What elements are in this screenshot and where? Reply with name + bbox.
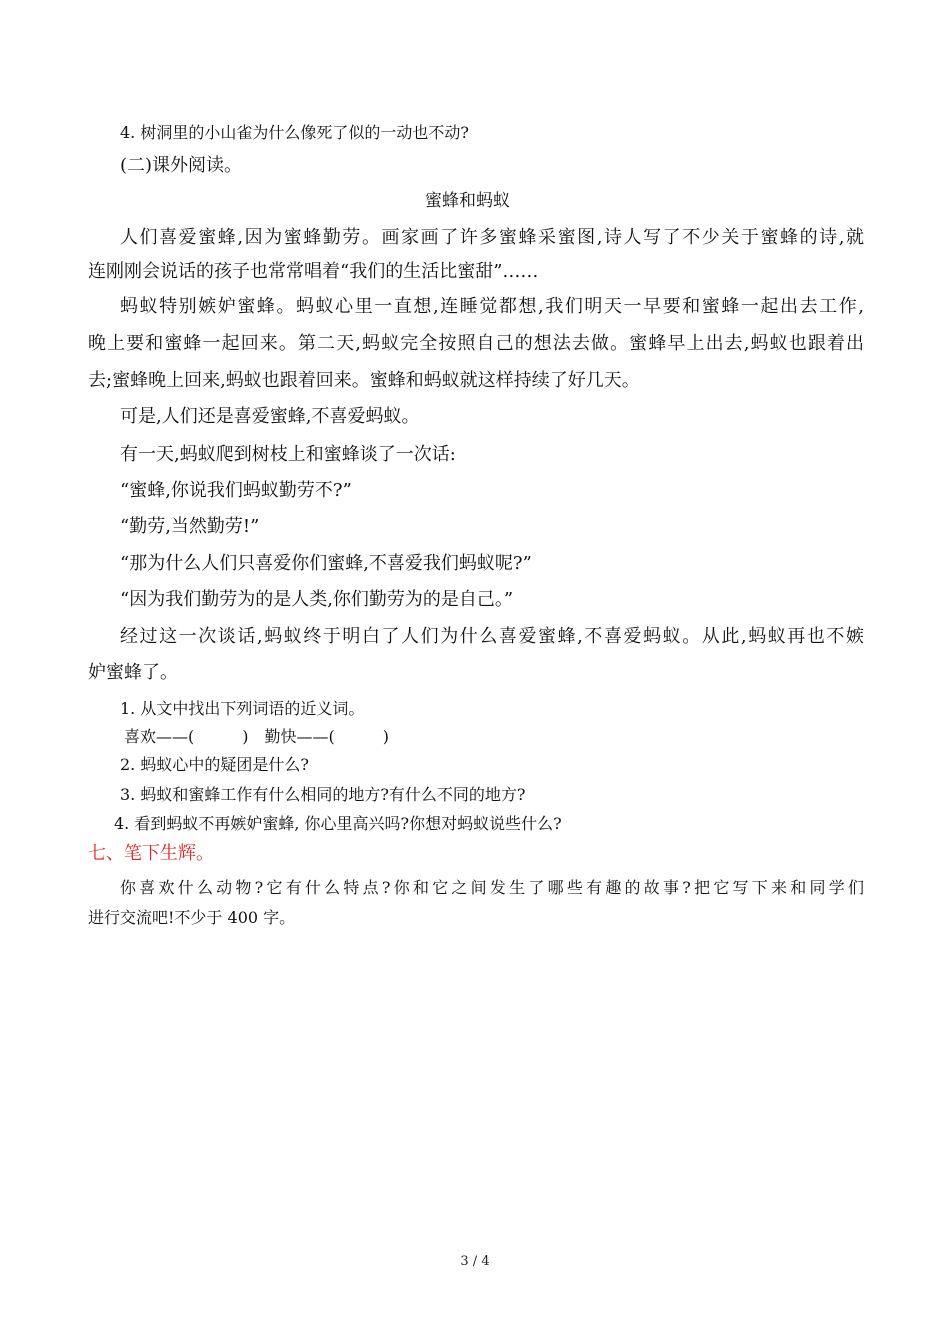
writing-section-heading: 七、笔下生辉。	[88, 843, 214, 864]
paragraph-line: 晚上要和蜜蜂一起回来。第二天,蚂蚁完全按照自己的想法去做。蜜蜂早上出去,蚂蚁也跟着出	[88, 333, 864, 354]
paragraph-line: 有一天,蚂蚁爬到树枝上和蜜蜂谈了一次话:	[120, 444, 456, 465]
dialogue-line: “勤劳,当然勤劳!”	[120, 516, 260, 537]
writing-prompt-line: 进行交流吧!不少于 400 字。	[88, 908, 296, 927]
dialogue-line: “因为我们勤劳为的是人类,你们勤劳为的是自己。”	[120, 589, 514, 610]
paragraph-line: 可是,人们还是喜爱蜜蜂,不喜爱蚂蚁。	[120, 406, 420, 427]
question-4: 4. 看到蚂蚁不再嫉妒蜜蜂, 你心里高兴吗?你想对蚂蚁说些什么?	[114, 814, 562, 833]
question-2: 2. 蚂蚁心中的疑团是什么?	[120, 755, 309, 774]
inner-reading-question-4: 4. 树洞里的小山雀为什么像死了似的一动也不动?	[120, 123, 469, 142]
paragraph-line: 去;蜜蜂晚上回来,蚂蚁也跟着回来。蜜蜂和蚂蚁就这样持续了好几天。	[88, 370, 640, 391]
paragraph-line: 经过这一次谈话,蚂蚁终于明白了人们为什么喜爱蜜蜂,不喜爱蚂蚁。从此,蚂蚁再也不嫉	[120, 626, 864, 647]
question-1: 1. 从文中找出下列词语的近义词。	[120, 699, 365, 718]
dialogue-line: “蜜蜂,你说我们蚂蚁勤劳不?”	[120, 480, 352, 501]
page-number: 3 / 4	[460, 1254, 490, 1269]
section-heading-extracurricular-reading: (二)课外阅读。	[120, 155, 243, 176]
paragraph-line: 连刚刚会说话的孩子也常常唱着“我们的生活比蜜甜”……	[88, 261, 539, 282]
paragraph-line: 蚂蚁特别嫉妒蜜蜂。蚂蚁心里一直想,连睡觉都想,我们明天一早要和蜜蜂一起出去工作,	[120, 296, 864, 317]
dialogue-line: “那为什么人们只喜爱你们蜜蜂,不喜爱我们蚂蚁呢?”	[120, 553, 532, 574]
story-title: 蜜蜂和蚂蚁	[425, 191, 510, 211]
paragraph-line: 妒蜜蜂了。	[88, 662, 178, 683]
question-1-answer-blanks: 喜欢——( ) 勤快——( )	[124, 727, 389, 746]
writing-prompt-line: 你喜欢什么动物?它有什么特点?你和它之间发生了哪些有趣的故事?把它写下来和同学们	[120, 878, 864, 897]
question-3: 3. 蚂蚁和蜜蜂工作有什么相同的地方?有什么不同的地方?	[120, 785, 526, 804]
paragraph-line: 人们喜爱蜜蜂,因为蜜蜂勤劳。画家画了许多蜜蜂采蜜图,诗人写了不少关于蜜蜂的诗,就	[120, 227, 864, 248]
